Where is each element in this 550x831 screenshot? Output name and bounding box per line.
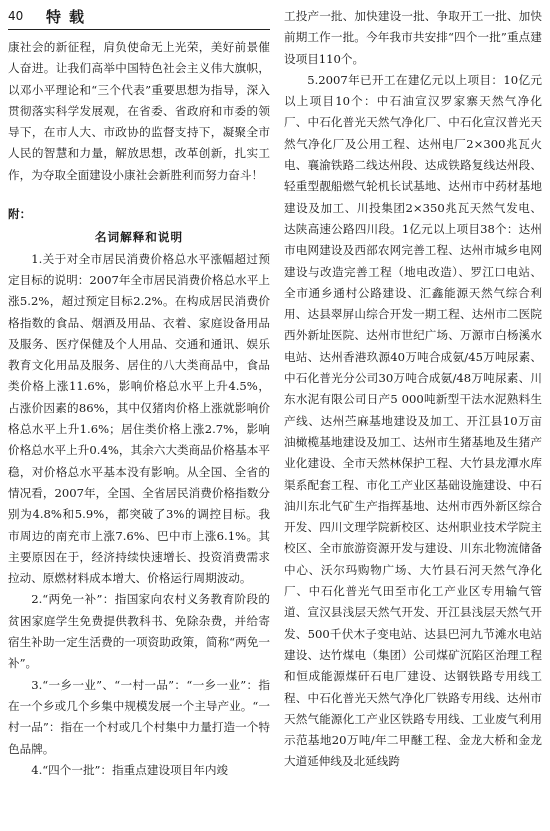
glossary-item-4-continued: 工投产一批、加快建设一批、争取开工一批、加快前期工作一批。今年我市共安排“四个一批”重点建设项目110个。 [284,9,542,66]
glossary-item-2: 2.“两免一补”：指国家向农村义务教育阶段的贫困家庭学生免费提供教科书、免除杂费，并给寄宿生补助一定生活费的一项资助政策，简称“两免一补”。 [8,592,270,671]
glossary-item-3: 3.“一乡一业”、“一村一品”：“一乡一业”：指在一个乡或几个乡集中规模发展一个主导产业。“一村一品”：指在一个村或几个村集中力量打造一个特色品牌。 [8,677,270,756]
left-column [8,37,270,781]
glossary-title: 名词解释和说明 [94,230,184,245]
glossary-item-1: 1.关于对全市居民消费价格总水平涨幅超过预定目标的说明：2007年全市居民消费价格总水平上涨5.2%，超过预定目标2.2%。在构成居民消费价格指数的食品、烟酒及用品、衣着、家庭设备用品及服务、医疗保健及个人用品、交通和通讯、娱乐教育文化用品及服务、居住的八大类商品中，食品类价格上涨11.6%，影响价格总水平上升4.5%，占涨价因素的86%，其中仅猪肉价格上涨就影响价格总水平上升1.6%；居住类价格上涨2.7%，影响价格总水平上升0.4%，其余六大类商品价格基本平稳，对价格总水平基本没有影响。从全国、全省的情况看，2007年，全国、全省居民消费价格指数分别为4.8%和5.9%，都突破了3%的调控目标。我市周边的南充市上涨7.6%、巴中市上涨6.1%。其主要原因在于，经济持续快速增长、投资消费需求拉动、原燃材料成本增大、价格运行周期波动。 [8,251,270,586]
right-column [284,6,542,773]
glossary-item-5: 5.2007年已开工在建亿元以上项目：10亿元以上项目10个：中石油宣汉罗家寨天然气净化厂、中石化普光天然气净化厂、中石化宣汉普光天然气净化厂及公用工程、达州电厂2×300兆瓦火电、襄渝铁路二线达州段、达成铁路复线达州段、轻重型靓船燃气轮机长试基地、达州市中药材基地建设及加工、川投集团2×350兆瓦天然气发电、达陕高速公路四川段。1亿元以上项目38个：达州市电网建设及西部农网完善工程、达州市城乡电网建设与改造完善工程（地电改造）、罗江口电站、全市通乡通村公路建设、汇鑫能源天然气综合利用、达县翠屏山综合开发一期工程、达州市二医院西外新址医院、达州市世纪广场、万源市白杨溪水电站、达州香港玖源40万吨合成氨/45万吨尿素、中石化普光分公司30万吨合成氨/48万吨尿素、川东水泥有限公司日产5 000吨新型干法水泥熟料生产线、达州苎麻基地建设及加工、开江县10万亩油橄榄基地建设及加工、达州市生猪基地及生猪产业化建设、全市天然林保护工程、大竹县龙潭水库渠系配套工程、市化工产业区基础设施建设、中石油川东北气矿生产指挥基地、达州市西外新区综合开发、四川文理学院新校区、达州职业技术学院主校区、全市旅游资源开发与建设、川东北物流储备中心、沃尔玛购物广场、大竹县石河天然气净化厂、中石化普光气田至市化工产业区专用输气管道、宣汉县浅层天然气开发、开江县浅层天然气开发、500千伏木子变电站、达县巴河九节滩水电站建设、达竹煤电（集团）公司煤矿沉陷区治理工程和恒成能源煤矸石电厂建设、达钢铁路专用线工程、中石化普光天然气净化厂铁路专用线、达州市天然气能源化工产业区铁路专用线、工业废气利用示范基地20万吨/年二甲醚工程、金龙大桥和金龙大道延伸线及北延线跨 [284,72,542,769]
appendix-label: 附： [8,207,32,222]
intro-paragraph: 康社会的新征程，肩负使命无上光荣，美好前景催人奋进。让我们高举中国特色社会主义伟大旗帜，以邓小平理论和“三个代表”重要思想为指导，深入贯彻落实科学发展观，在省委、省政府和市委的领导下，在市人大、市政协的监督支持下，凝聚全市人民的智慧和力量，解放思想，改革创新，扎实工作，为夺取全面建设小康社会新胜利而努力奋斗！ [8,40,270,182]
section-title: 特载 [46,8,93,26]
page-header [8,5,270,30]
page-number: 40 [8,9,24,23]
glossary-item-4: 4.“四个一批”：指重点建设项目年内竣 [31,762,229,777]
